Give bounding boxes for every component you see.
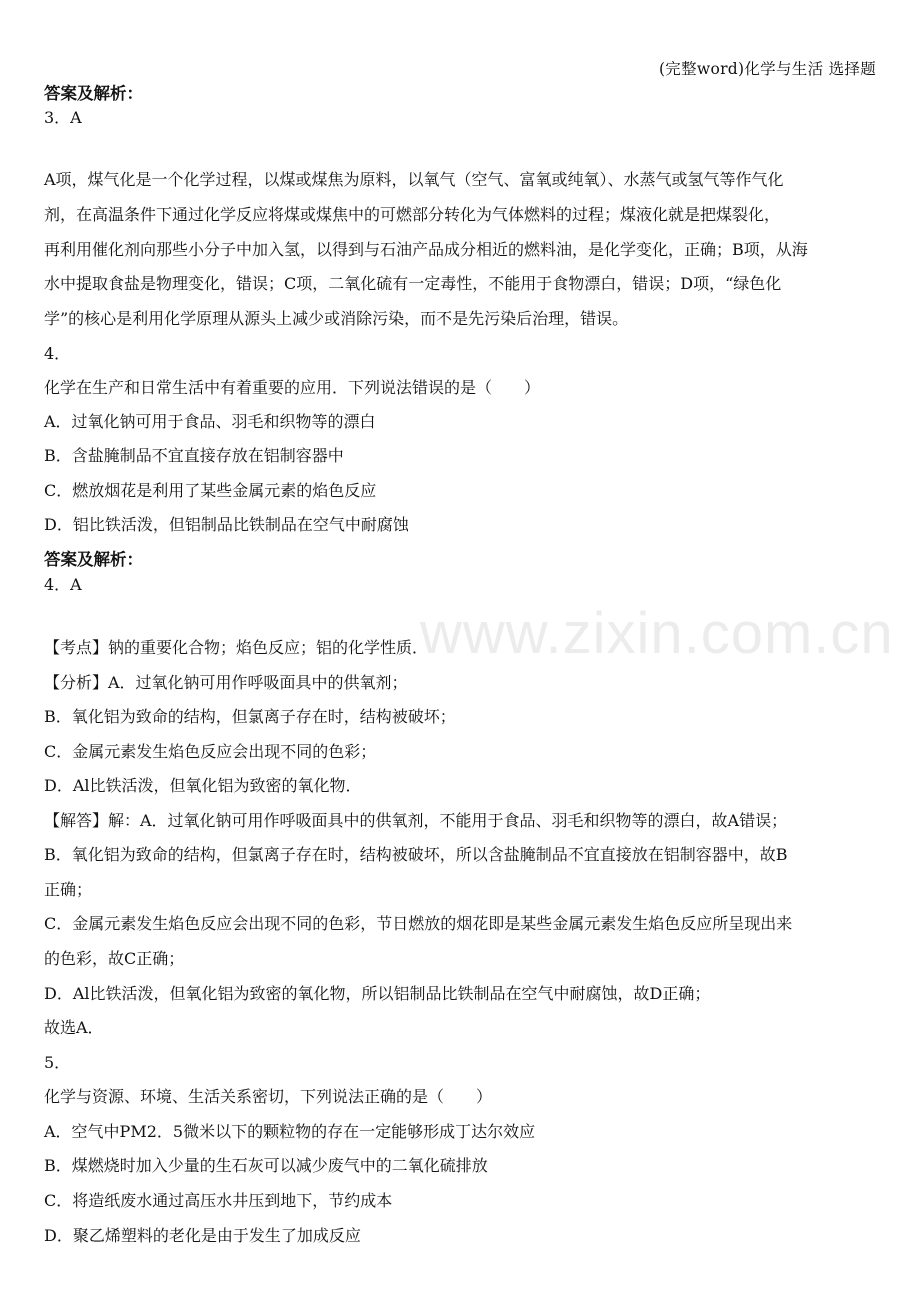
text-line: B．含盐腌制品不宜直接存放在铝制容器中 bbox=[44, 446, 344, 465]
text-line: B．氧化铝为致命的结构，但氯离子存在时，结构被破坏，所以含盐腌制品不宜直接放在铝制容器中，故B bbox=[44, 845, 788, 864]
text-line: A．空气中PM2．5微米以下的颗粒物的存在一定能够形成丁达尔效应 bbox=[44, 1122, 536, 1141]
text-line: 故选A． bbox=[44, 1018, 104, 1037]
text-line: 5． bbox=[44, 1053, 71, 1072]
text-line: 的色彩，故C正确； bbox=[44, 949, 185, 968]
text-line: 4．A bbox=[44, 575, 82, 594]
answer-heading: 答案及解析： bbox=[44, 550, 143, 569]
text-line: C．金属元素发生焰色反应会出现不同的色彩； bbox=[44, 742, 377, 761]
text-line: C．金属元素发生焰色反应会出现不同的色彩，节日燃放的烟花即是某些金属元素发生焰色反应所呈现出来 bbox=[44, 914, 793, 933]
watermark: www.zixin.com.cn bbox=[420, 601, 894, 666]
text-line: 再利用催化剂向那些小分子中加入氢，以得到与石油产品成分相近的燃料油，是化学变化，正确；B项，从海 bbox=[44, 240, 808, 259]
text-line: C．将造纸废水通过高压水井压到地下，节约成本 bbox=[44, 1191, 393, 1210]
text-line: B．氧化铝为致命的结构，但氯离子存在时，结构被破坏； bbox=[44, 707, 456, 726]
text-line: 水中提取食盐是物理变化，错误；C项，二氧化硫有一定毒性，不能用于食物漂白，错误；D项，“绿色化 bbox=[44, 274, 782, 293]
text-line: 【考点】钠的重要化合物；焰色反应；铝的化学性质． bbox=[44, 638, 429, 657]
text-line: 化学在生产和日常生活中有着重要的应用．下列说法错误的是（ ） bbox=[44, 378, 541, 397]
text-line: D．Al比铁活泼，但氧化铝为致密的氧化物． bbox=[44, 776, 362, 795]
text-line: A．过氧化钠可用于食品、羽毛和织物等的漂白 bbox=[44, 412, 376, 431]
text-line: 剂，在高温条件下通过化学反应将煤或煤焦中的可燃部分转化为气体燃料的过程；煤液化就是把煤裂化， bbox=[44, 205, 781, 224]
text-line: 【分析】A．过氧化钠可用作呼吸面具中的供氧剂； bbox=[44, 673, 408, 692]
text-line: 【解答】解：A．过氧化钠可用作呼吸面具中的供氧剂，不能用于食品、羽毛和织物等的漂白，故A错误； bbox=[44, 811, 788, 830]
text-line: D．铝比铁活泼，但铝制品比铁制品在空气中耐腐蚀 bbox=[44, 515, 409, 534]
text-line: 化学与资源、环境、生活关系密切，下列说法正确的是（ ） bbox=[44, 1087, 493, 1106]
text-line: C．燃放烟花是利用了某些金属元素的焰色反应 bbox=[44, 481, 377, 500]
answer-heading: 答案及解析： bbox=[44, 84, 143, 103]
text-line: 学”的核心是利用化学原理从源头上减少或消除污染，而不是先污染后治理，错误。 bbox=[44, 309, 629, 328]
text-line: A项，煤气化是一个化学过程，以煤或煤焦为原料，以氧气（空气、富氧或纯氧）、水蒸气或氢气等作气化 bbox=[44, 170, 784, 189]
text-line: 3．A bbox=[44, 108, 82, 127]
text-line: B．煤燃烧时加入少量的生石灰可以减少废气中的二氧化硫排放 bbox=[44, 1156, 488, 1175]
text-line: 正确； bbox=[44, 880, 93, 899]
text-line: 4． bbox=[44, 344, 71, 363]
text-line: D．聚乙烯塑料的老化是由于发生了加成反应 bbox=[44, 1226, 361, 1245]
page-header-title: (完整word)化学与生活 选择题 bbox=[658, 60, 876, 78]
text-line: D．Al比铁活泼，但氧化铝为致密的氧化物，所以铝制品比铁制品在空气中耐腐蚀，故D正确； bbox=[44, 984, 711, 1003]
